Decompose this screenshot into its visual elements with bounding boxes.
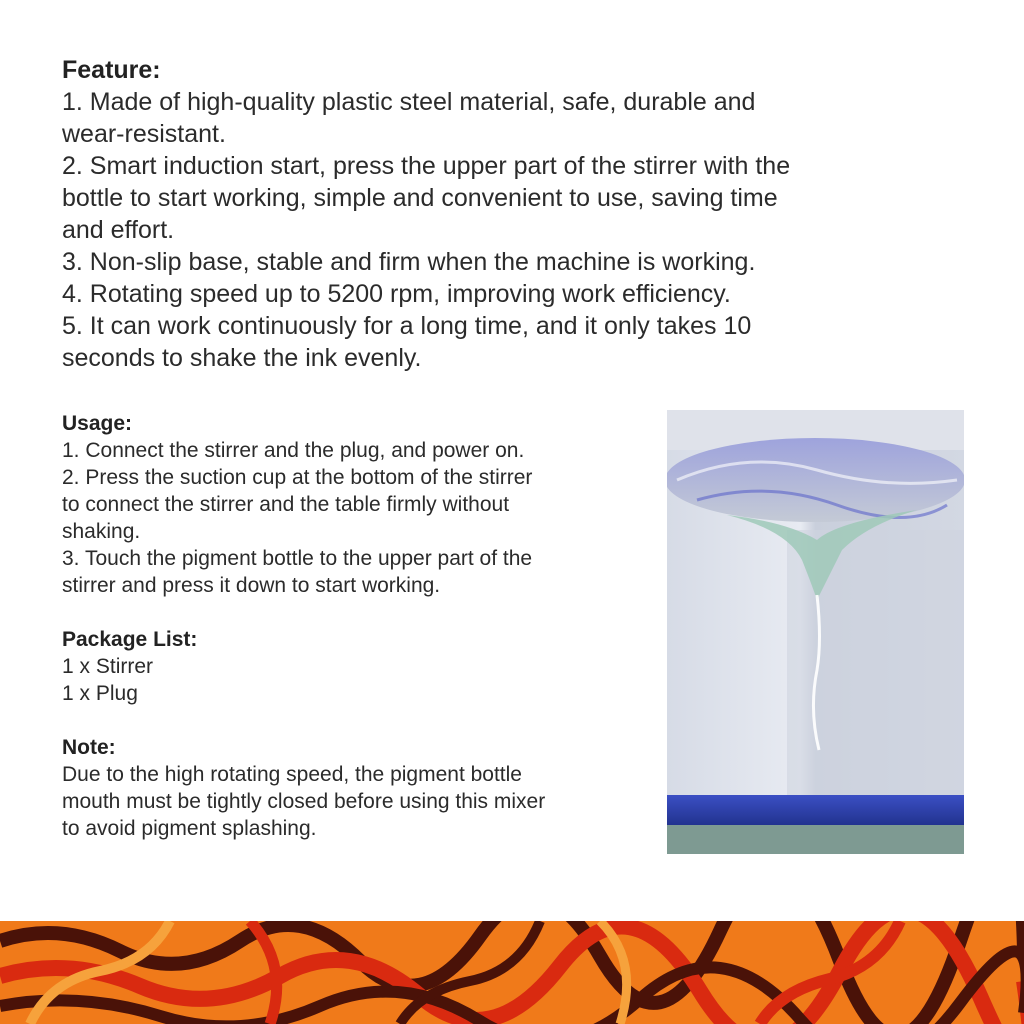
usage-line: 3. Touch the pigment bottle to the upper part of the xyxy=(62,547,533,570)
spacer xyxy=(62,599,622,626)
package-heading: Package List: xyxy=(62,628,198,651)
feature-line: seconds to shake the ink evenly. xyxy=(62,344,422,372)
note-line: Due to the high rotating speed, the pigment bottle xyxy=(62,763,522,786)
base-plate xyxy=(667,795,964,825)
bottom-glass xyxy=(667,825,964,854)
usage-heading: Usage: xyxy=(62,412,133,435)
usage-line: to connect the stirrer and the table firmly without xyxy=(62,493,510,516)
feature-line: 2. Smart induction start, press the upper part of the stirrer with the xyxy=(62,152,791,180)
details-column xyxy=(62,410,622,842)
water-surface xyxy=(667,438,964,522)
usage-line: 1. Connect the stirrer and the plug, and power on. xyxy=(62,439,525,462)
spacer xyxy=(62,707,622,734)
usage-line: 2. Press the suction cup at the bottom of the stirrer xyxy=(62,466,533,489)
feature-line: 1. Made of high-quality plastic steel material, safe, durable and xyxy=(62,88,756,116)
feature-line: 5. It can work continuously for a long time, and it only takes 10 xyxy=(62,312,752,340)
usage-line: stirrer and press it down to start working. xyxy=(62,574,441,597)
note-line: to avoid pigment splashing. xyxy=(62,817,317,840)
feature-line: wear-resistant. xyxy=(62,120,226,148)
feature-line: bottle to start working, simple and convenient to use, saving time xyxy=(62,184,778,212)
feature-heading: Feature: xyxy=(62,56,161,84)
feature-section xyxy=(62,54,962,374)
marble-pattern-band xyxy=(0,921,1024,1024)
package-line: 1 x Stirrer xyxy=(62,655,154,678)
note-line: mouth must be tightly closed before using this mixer xyxy=(62,790,546,813)
feature-line: 4. Rotating speed up to 5200 rpm, improving work efficiency. xyxy=(62,280,731,308)
usage-line: shaking. xyxy=(62,520,141,543)
feature-line: and effort. xyxy=(62,216,175,244)
package-line: 1 x Plug xyxy=(62,682,138,705)
feature-line: 3. Non-slip base, stable and firm when the machine is working. xyxy=(62,248,756,276)
vortex-photo xyxy=(667,410,964,854)
note-heading: Note: xyxy=(62,736,116,759)
